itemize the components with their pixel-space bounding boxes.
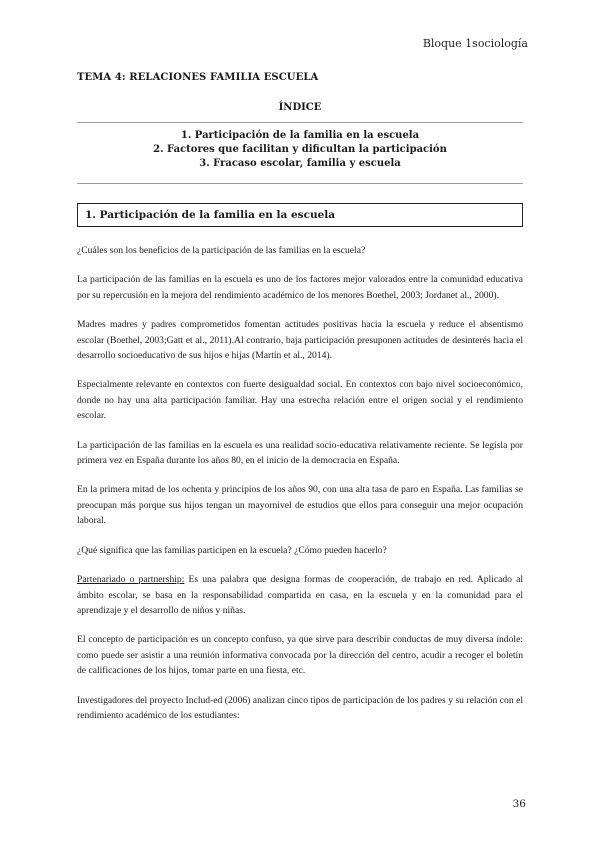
index-top-rule (77, 122, 523, 123)
paragraph: Madres madres y padres comprometidos fomentan actitudes positivas hacia la escuela y reduce el absentismo escolar (Boethel, 2003;Gatt et al., 2011).Al contrario, baja participación presuponen actitudes de desinterés hacia el desarrollo socioeducativo de sus hijos e hijas (Martín et al., 2014). (77, 319, 523, 362)
paragraph: La participación de las familias en la escuela es uno de los factores mejor valorados entre la comunidad educativa por su repercusión en la mejora del rendimiento académico de los menores Boethel, 2003; Jordanet al., 2000). (77, 274, 523, 301)
topic-title: TEMA 4: RELACIONES FAMILIA ESCUELA (77, 72, 319, 83)
section-heading: 1. Participación de la familia en la escuela (77, 203, 523, 227)
running-header: Bloque 1sociología (422, 37, 528, 50)
paragraph: ¿Cuáles son los beneficios de la participación de las familias en la escuela? (77, 245, 366, 256)
defined-term: Partenariado o partnership: (77, 574, 185, 586)
index-list (77, 129, 523, 171)
body-text (77, 243, 523, 737)
paragraph: El concepto de participación es un concepto confuso, ya que sirve para describir conductas de muy diversa índole: como puede ser asistir a una reunión informativa convocada por la dirección del centro, acudir a recoger el boletín de calificaciones de los hijos, tomar parte en una fiesta, etc. (77, 634, 523, 677)
paragraph: En la primera mitad de los ochenta y principios de los años 90, con una alta tasa de paro en España. Las familias se preocupan más porque sus hijos tengan un mayornivel de estudios que ellos para conseguir una mejor ocupación laboral. (77, 484, 523, 527)
paragraph: Investigadores del proyecto Includ-ed (2006) analizan cinco tipos de participación de los padres y su relación con el rendimiento académico de los estudiantes: (77, 694, 523, 721)
index-item: 3. Fracaso escolar, familia y escuela (199, 158, 401, 169)
page-number: 36 (512, 798, 526, 810)
index-bottom-rule (77, 183, 523, 184)
paragraph: ¿Qué significa que las familias participen en la escuela? ¿Cómo pueden hacerlo? (77, 544, 387, 556)
paragraph: Especialmente relevante en contextos con fuerte desigualdad social. En contextos con bajo nivel socioeconómico, donde no hay una alta participación familiar. Hay una estrecha relación entre el origen social y el rendimiento escolar. (77, 379, 523, 422)
definition-text: Es una palabra que designa formas de cooperación, de trabajo en red. Aplicado al ámbito escolar, se basa en la responsabilidad compartida en casa, en la escuela y en la comunidad para el aprendizaje y el desarrollo de niños y niñas. (77, 574, 523, 616)
paragraph: La participación de las familias en la escuela es una realidad socio-educativa relativamente reciente. Se legisla por primera vez en España durante los años 80, en el inicio de la democracia en España. (77, 439, 523, 467)
index-item: 1. Participación de la familia en la escuela (180, 130, 420, 141)
index-item: 2. Factores que facilitan y dificultan la participación (153, 144, 447, 155)
paragraph (77, 572, 523, 618)
index-title: ÍNDICE (278, 102, 322, 113)
